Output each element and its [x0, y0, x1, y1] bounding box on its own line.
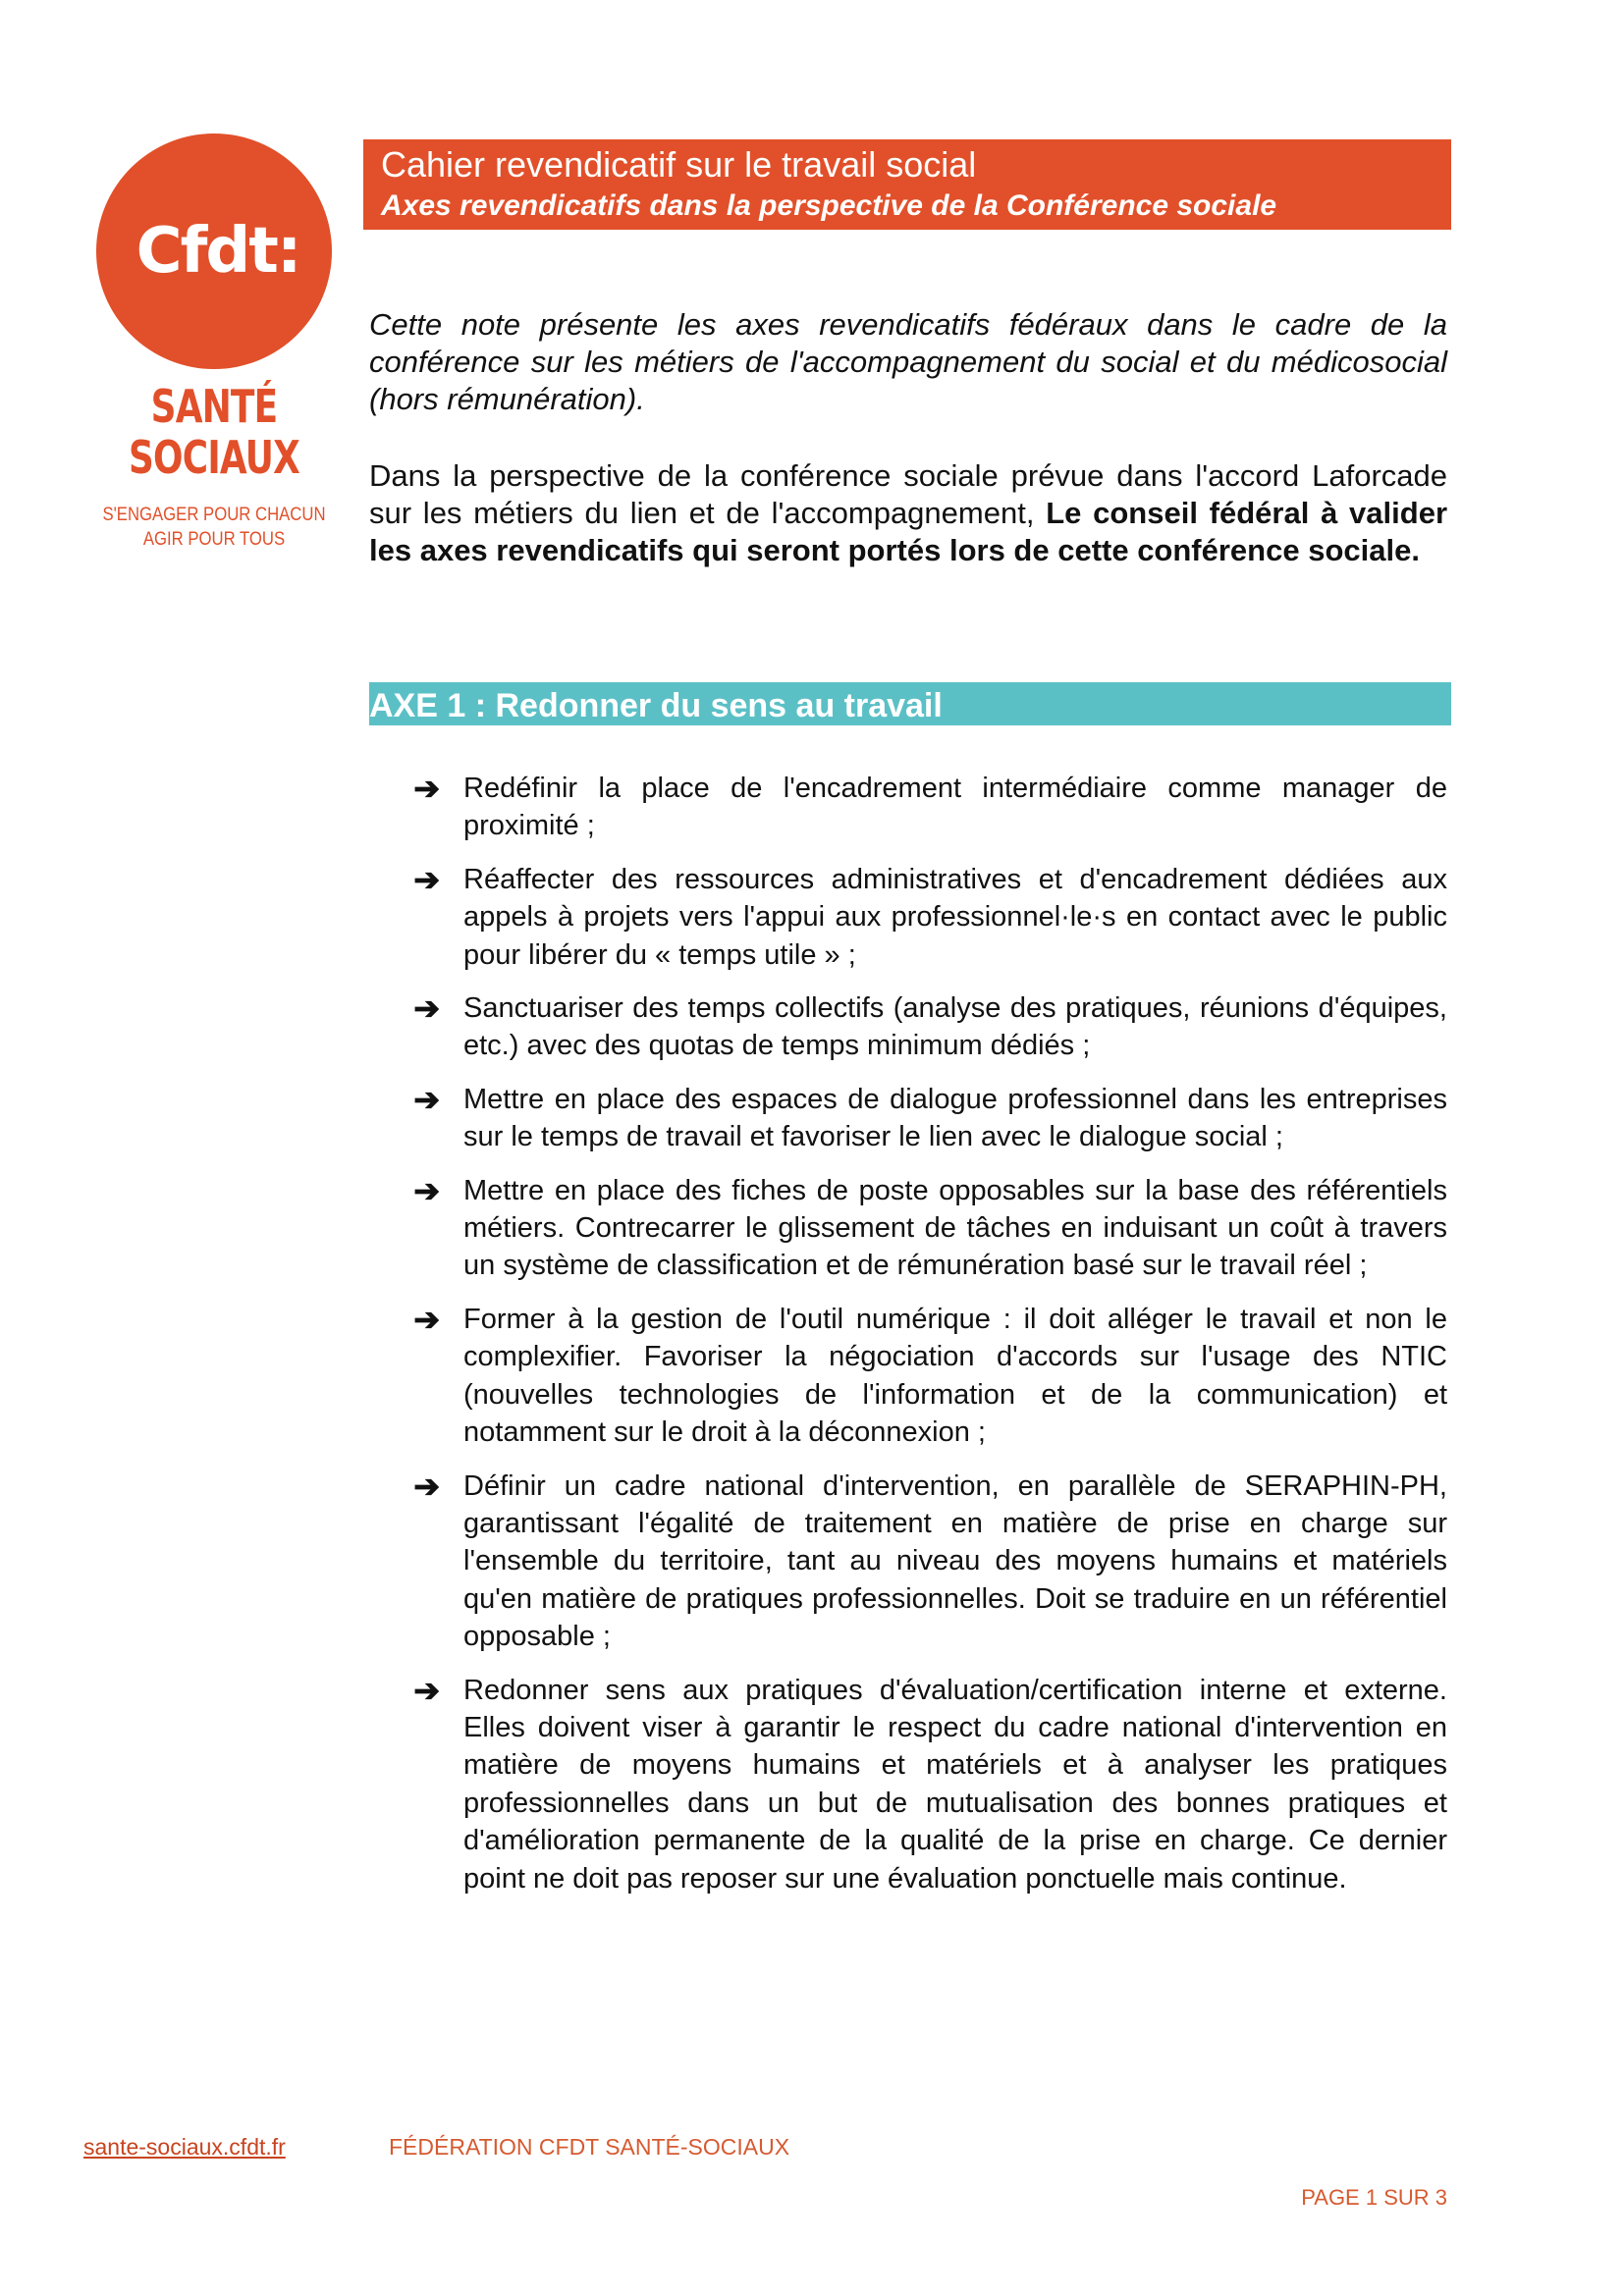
list-item-text: Redéfinir la place de l'encadrement intermédiaire comme manager de proximité ; — [463, 773, 1447, 842]
list-item — [369, 861, 1447, 974]
page-number: PAGE 1 SUR 3 — [1301, 2185, 1447, 2210]
context-text: Dans la perspective de la conférence sociale prévue dans l'accord Laforcade sur les métiers du lien et de l'accompagnement, — [369, 458, 1447, 530]
arrow-icon: ➔ — [413, 771, 440, 806]
axe1-list — [369, 770, 1447, 1913]
list-item-text: Sanctuariser des temps collectifs (analyse des pratiques, réunions d'équipes, etc.) avec des quotas de temps minimum dédiés ; — [463, 992, 1447, 1062]
arrow-icon: ➔ — [413, 1468, 440, 1504]
arrow-icon: ➔ — [413, 990, 440, 1027]
logo-tagline-line2: AGIR POUR TOUS — [142, 529, 286, 550]
title-banner — [363, 139, 1451, 230]
website-link[interactable]: sante-sociaux.cfdt.fr — [83, 2134, 286, 2160]
list-item — [369, 989, 1447, 1065]
logo-tagline-line1: S'ENGAGER POUR CHACUN — [102, 505, 326, 525]
logo-tagline — [100, 503, 328, 552]
axe1-heading: AXE 1 : Redonner du sens au travail — [369, 682, 1451, 725]
list-item — [369, 1081, 1447, 1156]
document-title: Cahier revendicatif sur le travail social — [381, 144, 977, 185]
list-item-text: Redonner sens aux pratiques d'évaluation/certification interne et externe. Elles doivent viser à garantir le respect du cadre national d'intervention en matière de moyens humains et matériels et à analyser les pratiques professionnelles dans un but de mutualisation des bonnes pratiques et d'amélioration permanente de la qualité de la prise en charge. Ce dernier point ne doit pas reposer sur une évaluation ponctuelle mais continue. — [463, 1674, 1447, 1895]
list-item — [369, 1468, 1447, 1656]
logo-name — [113, 381, 315, 483]
list-item-text: Réaffecter des ressources administratives et d'encadrement dédiées aux appels à projets vers l'appui aux professionnel·le·s en contact avec le public pour libérer du « temps utile » ; — [463, 863, 1447, 971]
list-item-text: Définir un cadre national d'intervention, en parallèle de SERAPHIN-PH, garantissant l'égalité de traitement en matière de prise en charge sur l'ensemble du territoire, tant au niveau des moyens humains et matériels qu'en matière de pratiques professionnelles. Doit se traduire en un référentiel opposable ; — [463, 1469, 1447, 1653]
arrow-icon: ➔ — [413, 1301, 440, 1337]
document-subtitle: Axes revendicatifs dans la perspective de la Conférence sociale — [381, 189, 1277, 222]
arrow-icon: ➔ — [413, 1081, 440, 1117]
logo-wordmark: Cfdt: — [135, 215, 300, 288]
arrow-icon: ➔ — [413, 1172, 440, 1208]
context-bold-text: Le conseil fédéral à valider les axes revendicatifs qui seront portés lors de cette conférence sociale. — [369, 496, 1448, 567]
arrow-icon: ➔ — [413, 1672, 440, 1708]
list-item-text: Mettre en place des espaces de dialogue professionnel dans les entreprises sur le temps de travail et favoriser le lien avec le dialogue social ; — [463, 1083, 1447, 1153]
list-item — [369, 1301, 1447, 1452]
logo-circle — [96, 133, 332, 369]
list-item-text: Mettre en place des fiches de poste opposables sur la base des référentiels métiers. Contrecarrer le glissement de tâches en induisant un coût à travers un système de classification et de rémunération basé sur le travail réel ; — [463, 1174, 1447, 1282]
list-item — [369, 770, 1447, 845]
logo-name-line2: SOCIAUX — [128, 431, 300, 484]
logo-name-line1: SANTÉ — [150, 380, 278, 433]
federation-name: FÉDÉRATION CFDT SANTÉ-SOCIAUX — [389, 2134, 790, 2160]
list-item — [369, 1672, 1447, 1897]
context-paragraph — [369, 457, 1447, 569]
list-item — [369, 1172, 1447, 1285]
intro-paragraph: Cette note présente les axes revendicatifs fédéraux dans le cadre de la conférence sur les métiers de l'accompagnement du social et du médicosocial (hors rémunération). — [369, 307, 1447, 416]
arrow-icon: ➔ — [413, 861, 440, 897]
list-item-text: Former à la gestion de l'outil numérique : il doit alléger le travail et non le complexifier. Favoriser la négociation d'accords sur l'usage des NTIC (nouvelles technologies de l'information et de la communication) et notamment sur le droit à la déconnexion ; — [463, 1303, 1447, 1449]
